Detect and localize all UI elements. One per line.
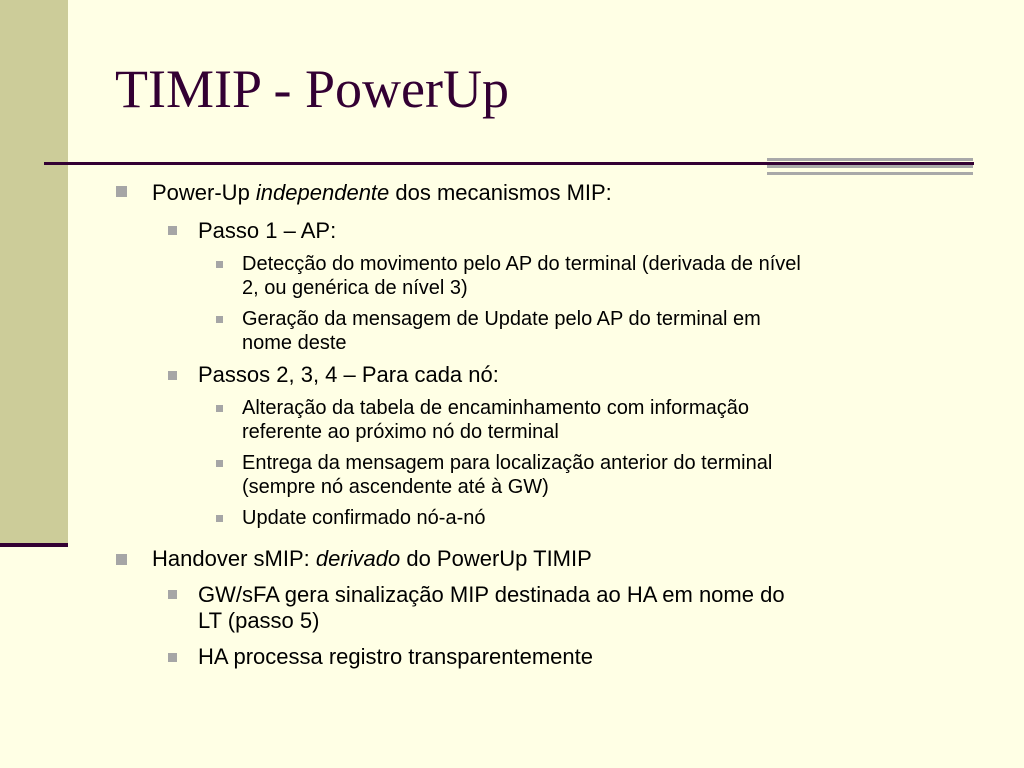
bullet-square-icon xyxy=(216,261,223,268)
bullet-line: Entrega da mensagem para localização anterior do terminal xyxy=(242,452,773,474)
bullet-gw-sfa xyxy=(198,582,785,634)
bullet-emphasis: derivado xyxy=(315,546,401,571)
bullet-entrega xyxy=(242,451,772,499)
bullet-square-icon xyxy=(216,515,223,522)
bullet-line: LT (passo 5) xyxy=(198,608,320,633)
bullet-line: nome deste xyxy=(242,332,347,354)
bullet-text: do PowerUp TIMIP xyxy=(400,546,592,571)
bullet-geracao xyxy=(242,307,761,355)
bullet-deteccao xyxy=(242,252,801,300)
bullet-square-icon xyxy=(116,554,127,565)
bullet-square-icon xyxy=(116,186,127,197)
bullet-square-icon xyxy=(168,590,177,599)
bullet-text: dos mecanismos MIP: xyxy=(389,180,612,205)
bullet-square-icon xyxy=(216,316,223,323)
bullet-line: (sempre nó ascendente até à GW) xyxy=(242,476,549,498)
bullet-square-icon xyxy=(216,405,223,412)
bullet-square-icon xyxy=(168,653,177,662)
bullet-line: Alteração da tabela de encaminhamento com informação xyxy=(242,397,749,419)
bullet-square-icon xyxy=(168,371,177,380)
bullet-text: Power-Up xyxy=(152,180,256,205)
bullet-line: GW/sFA gera sinalização MIP destinada ao HA em nome do xyxy=(198,582,785,607)
bullet-line: referente ao próximo nó do terminal xyxy=(242,421,559,443)
bullet-update-confirmado: Update confirmado nó-a-nó xyxy=(242,507,486,529)
bullet-line: 2, ou genérica de nível 3) xyxy=(242,277,468,299)
bullet-alteracao xyxy=(242,396,749,444)
bullet-square-icon xyxy=(168,226,177,235)
bullet-text: Handover sMIP: xyxy=(152,546,316,571)
bullet-square-icon xyxy=(216,460,223,467)
bullet-handover xyxy=(152,546,592,572)
bullet-ha-processa: HA processa registro transparentemente xyxy=(198,644,593,669)
slide-title: TIMIP - PowerUp xyxy=(115,59,509,119)
bullet-passo-1: Passo 1 – AP: xyxy=(198,218,337,243)
bullet-emphasis: independente xyxy=(255,180,390,205)
bullet-passos-2-3-4: Passos 2, 3, 4 – Para cada nó: xyxy=(198,362,499,387)
bullet-line: Geração da mensagem de Update pelo AP do terminal em xyxy=(242,308,761,330)
bullet-line: Detecção do movimento pelo AP do terminal (derivada de nível xyxy=(242,253,801,275)
bullet-power-up xyxy=(152,180,612,206)
